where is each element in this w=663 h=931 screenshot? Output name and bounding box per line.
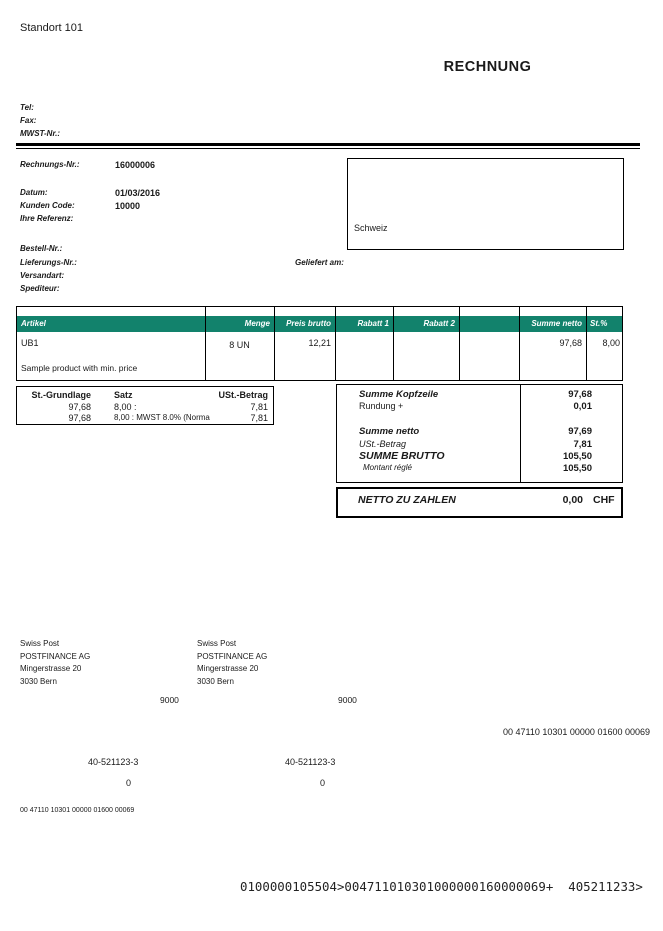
col-divider — [459, 307, 460, 380]
header-rule-thin — [16, 148, 640, 149]
standort-label: Standort 101 — [20, 22, 83, 34]
col-divider — [335, 307, 336, 380]
col-divider — [586, 307, 587, 380]
item-preis-brutto: 12,21 — [308, 338, 331, 348]
bank-street-line: Mingerstrasse 20 — [197, 664, 259, 673]
slip-amount-code-left: 9000 — [160, 695, 179, 705]
bank-address-right — [197, 638, 267, 688]
ihre-referenz-label: Ihre Referenz: — [20, 214, 74, 223]
bank-name-line: Swiss Post — [197, 639, 237, 648]
bank-name-line: POSTFINANCE AG — [20, 651, 91, 661]
summe-netto-value: 97,69 — [568, 426, 592, 437]
item-st-pct: 8,00 — [602, 338, 620, 348]
items-table — [16, 306, 623, 381]
rundung-value: 0,01 — [573, 401, 592, 412]
datum-label: Datum: — [20, 188, 48, 197]
totals-box — [336, 384, 623, 483]
item-description: Sample product with min. price — [21, 363, 138, 373]
mwst-label: MWST-Nr.: — [20, 129, 60, 138]
netto-zu-zahlen-box — [336, 487, 623, 518]
col-divider — [519, 307, 520, 380]
item-artikel: UB1 — [21, 338, 39, 348]
ust-betrag-label: USt.-Betrag — [359, 439, 407, 449]
netto-zu-zahlen-currency: CHF — [593, 494, 615, 506]
bank-name-line: Swiss Post — [20, 639, 60, 648]
tax-row-grundlage: 97,68 — [68, 413, 91, 423]
col-divider — [393, 307, 394, 380]
netto-zu-zahlen-value: 0,00 — [562, 494, 583, 506]
ocr-coding-line: 0100000105504>004711010301000000160000069+ 405211233> — [240, 879, 643, 894]
summe-brutto-label: SUMME BRUTTO — [359, 450, 445, 462]
col-header-summe-netto: Summe netto — [531, 319, 582, 328]
document-title: RECHNUNG — [443, 59, 532, 75]
bank-address-left — [20, 638, 90, 688]
bank-city-line: 3030 Bern — [20, 676, 57, 686]
slip-account-left: 40-521123-3 — [88, 757, 139, 767]
summe-brutto-value: 105,50 — [562, 451, 592, 462]
rundung-label: Rundung + — [359, 401, 404, 411]
tax-row-betrag: 7,81 — [250, 413, 268, 423]
col-header-preis-brutto: Preis brutto — [286, 319, 331, 328]
col-divider — [274, 307, 275, 380]
col-header-artikel: Artikel — [21, 319, 46, 328]
summe-kopfzeile-value: 97,68 — [568, 389, 592, 400]
slip-giro-left: 0 — [126, 778, 132, 788]
kunden-code-label: Kunden Code: — [20, 201, 75, 210]
geliefert-am-label: Geliefert am: — [295, 258, 344, 267]
tax-row-satz: 8,00 : MWST 8.0% (Norma — [114, 413, 210, 422]
tel-label: Tel: — [20, 103, 34, 112]
rechnungs-nr-label: Rechnungs-Nr.: — [20, 160, 80, 169]
bank-city-line: 3030 Bern — [197, 676, 234, 686]
header-rule-thick — [16, 143, 640, 146]
netto-zu-zahlen-label: NETTO ZU ZAHLEN — [358, 494, 456, 506]
item-menge: 8 UN — [229, 340, 250, 350]
lieferungs-nr-label: Lieferungs-Nr.: — [20, 258, 77, 267]
slip-reference-right: 00 47110 10301 00000 01600 00069 — [503, 727, 650, 737]
summe-netto-label: Summe netto — [359, 426, 420, 437]
summe-kopfzeile-label: Summe Kopfzeile — [359, 389, 439, 400]
ust-betrag-value: 7,81 — [573, 439, 592, 450]
versandart-label: Versandart: — [20, 271, 65, 280]
tax-header-grundlage: St.-Grundlage — [31, 390, 91, 400]
montant-regle-label: Montant réglé — [363, 463, 412, 472]
col-header-menge: Menge — [244, 319, 270, 328]
bank-name-line: POSTFINANCE AG — [197, 651, 268, 661]
tax-row-satz: 8,00 : — [114, 402, 137, 412]
bank-street-line: Mingerstrasse 20 — [20, 664, 82, 673]
col-divider — [205, 307, 206, 380]
col-header-st-pct: St.% — [590, 319, 608, 328]
rechnungs-nr-value: 16000006 — [115, 160, 156, 170]
col-header-rabatt2: Rabatt 2 — [423, 319, 455, 328]
tax-row-grundlage: 97,68 — [68, 402, 91, 412]
datum-value: 01/03/2016 — [115, 188, 161, 198]
tax-header-satz: Satz — [114, 390, 133, 400]
slip-account-right: 40-521123-3 — [285, 757, 336, 767]
tax-row-betrag: 7,81 — [250, 402, 268, 412]
slip-amount-code-right: 9000 — [338, 695, 357, 705]
slip-giro-right: 0 — [320, 778, 326, 788]
item-summe-netto: 97,68 — [559, 338, 582, 348]
col-header-rabatt1: Rabatt 1 — [357, 319, 389, 328]
fax-label: Fax: — [20, 116, 37, 125]
tax-summary-box — [16, 386, 274, 425]
tax-header-betrag: USt.-Betrag — [218, 390, 268, 400]
bestell-nr-label: Bestell-Nr.: — [20, 244, 63, 253]
address-country: Schweiz — [354, 223, 388, 233]
montant-regle-value: 105,50 — [562, 463, 592, 474]
spediteur-label: Spediteur: — [20, 284, 60, 293]
customer-address-box — [347, 158, 624, 250]
slip-reference-small: 00 47110 10301 00000 01600 00069 — [20, 807, 135, 814]
kunden-code-value: 10000 — [115, 201, 141, 211]
